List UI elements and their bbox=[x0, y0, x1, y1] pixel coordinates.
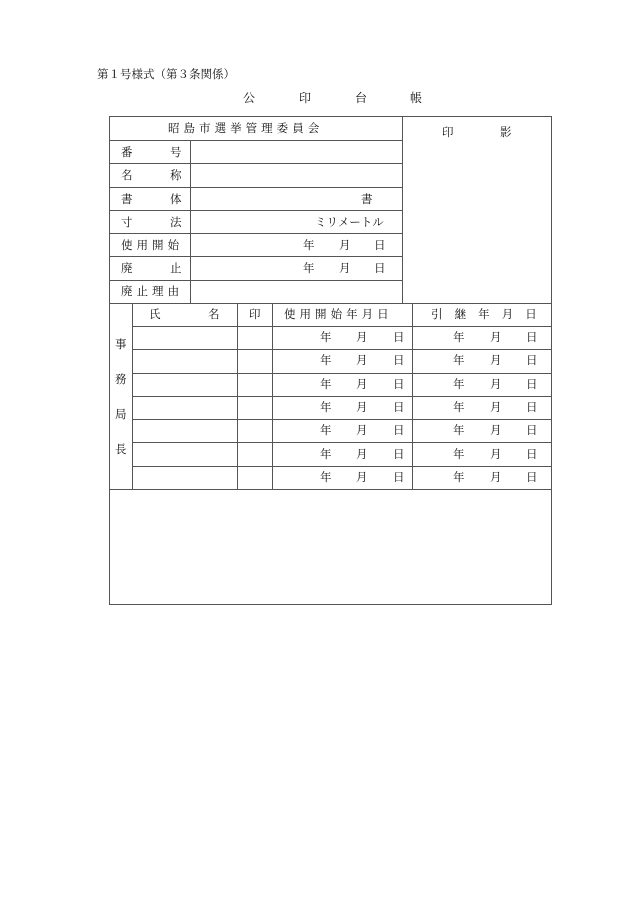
handover-date-unit: 年 bbox=[453, 399, 465, 414]
start-date-unit: 月 bbox=[356, 469, 368, 484]
rule bbox=[132, 326, 551, 327]
start-date-unit: 月 bbox=[356, 423, 368, 438]
start-date-unit: 年 bbox=[320, 423, 332, 438]
header-name: 氏 bbox=[149, 307, 161, 321]
rule bbox=[110, 163, 402, 164]
seal-register-table bbox=[109, 116, 552, 605]
handover-date-unit: 日 bbox=[526, 446, 538, 461]
header-start-date: 使用開始年月日 bbox=[284, 307, 393, 321]
start-date-unit: 日 bbox=[393, 399, 405, 414]
rule bbox=[110, 140, 402, 141]
title-char-2: 印 bbox=[299, 91, 312, 105]
rule bbox=[110, 489, 551, 490]
rule bbox=[132, 373, 551, 374]
rule bbox=[402, 117, 403, 303]
rule bbox=[190, 140, 191, 303]
abolish-date-year: 年 bbox=[303, 261, 315, 275]
start-date-unit: 日 bbox=[393, 376, 405, 391]
start-date-unit: 年 bbox=[320, 376, 332, 391]
start-date-month: 月 bbox=[339, 238, 351, 252]
row-label-start: 使用開始 bbox=[121, 238, 184, 252]
start-date-unit: 日 bbox=[393, 446, 405, 461]
dimensions-unit: ミリメートル bbox=[315, 215, 384, 229]
handover-date-unit: 月 bbox=[490, 399, 502, 414]
title-char-3: 台 bbox=[355, 91, 368, 105]
row-label-abolish: 廃 bbox=[121, 261, 133, 275]
start-date-unit: 年 bbox=[320, 469, 332, 484]
typeface-suffix: 書 bbox=[361, 192, 373, 206]
start-date-year: 年 bbox=[303, 238, 315, 252]
rule bbox=[110, 256, 402, 257]
start-date-unit: 日 bbox=[393, 469, 405, 484]
rule bbox=[132, 349, 551, 350]
row-label-typeface: 書 bbox=[121, 192, 133, 206]
handover-date-unit: 月 bbox=[490, 353, 502, 368]
row-label-abolish: 止 bbox=[170, 261, 182, 275]
custodian-label: 事 bbox=[115, 337, 127, 351]
start-date-unit: 年 bbox=[320, 353, 332, 368]
rule bbox=[272, 303, 273, 489]
handover-date-unit: 年 bbox=[453, 330, 465, 344]
row-label-typeface: 体 bbox=[170, 192, 182, 206]
rule bbox=[132, 396, 551, 397]
header-name: 名 bbox=[208, 307, 220, 321]
start-date-unit: 年 bbox=[320, 330, 332, 344]
row-label-number: 号 bbox=[170, 145, 182, 159]
handover-date-unit: 日 bbox=[526, 353, 538, 368]
rule bbox=[110, 210, 402, 211]
start-date-unit: 月 bbox=[356, 446, 368, 461]
form-label: 第１号様式（第３条関係） bbox=[97, 67, 235, 81]
rule bbox=[110, 233, 402, 234]
start-date-unit: 日 bbox=[393, 353, 405, 368]
row-label-name: 名 bbox=[121, 168, 133, 182]
seal-impression-label: 影 bbox=[500, 125, 512, 139]
handover-date-unit: 日 bbox=[526, 376, 538, 391]
rule bbox=[132, 303, 133, 489]
row-label-dimensions: 法 bbox=[170, 215, 182, 229]
handover-date-unit: 年 bbox=[453, 469, 465, 484]
handover-date-unit: 日 bbox=[526, 399, 538, 414]
header-seal: 印 bbox=[249, 307, 261, 321]
row-label-abolish-reason: 廃止理由 bbox=[121, 284, 184, 298]
start-date-unit: 年 bbox=[320, 399, 332, 414]
abolish-date-month: 月 bbox=[339, 261, 351, 275]
start-date-unit: 月 bbox=[356, 330, 368, 344]
handover-date-unit: 月 bbox=[490, 469, 502, 484]
org-name: 昭島市選挙管理委員会 bbox=[168, 121, 324, 135]
header-handover-date: 引継年月日 bbox=[431, 307, 549, 321]
start-date-unit: 月 bbox=[356, 376, 368, 391]
rule bbox=[110, 303, 551, 304]
custodian-label: 長 bbox=[115, 442, 127, 456]
start-date-unit: 日 bbox=[393, 423, 405, 438]
start-date-unit: 月 bbox=[356, 399, 368, 414]
start-date-unit: 日 bbox=[393, 330, 405, 344]
custodian-label: 務 bbox=[115, 372, 127, 386]
handover-date-unit: 日 bbox=[526, 423, 538, 438]
row-label-name: 称 bbox=[170, 168, 182, 182]
row-label-number: 番 bbox=[121, 145, 133, 159]
start-date-day: 日 bbox=[374, 238, 386, 252]
seal-impression-label: 印 bbox=[442, 125, 454, 139]
handover-date-unit: 月 bbox=[490, 330, 502, 344]
start-date-unit: 年 bbox=[320, 446, 332, 461]
rule bbox=[412, 303, 413, 489]
handover-date-unit: 月 bbox=[490, 446, 502, 461]
title-char-4: 帳 bbox=[410, 91, 423, 105]
handover-date-unit: 年 bbox=[453, 446, 465, 461]
title-char-1: 公 bbox=[243, 91, 256, 105]
rule bbox=[132, 419, 551, 420]
handover-date-unit: 日 bbox=[526, 469, 538, 484]
handover-date-unit: 年 bbox=[453, 423, 465, 438]
row-label-dimensions: 寸 bbox=[121, 215, 133, 229]
rule bbox=[237, 303, 238, 489]
rule bbox=[132, 466, 551, 467]
rule bbox=[110, 280, 402, 281]
handover-date-unit: 月 bbox=[490, 376, 502, 391]
rule bbox=[132, 442, 551, 443]
handover-date-unit: 日 bbox=[526, 330, 538, 344]
handover-date-unit: 月 bbox=[490, 423, 502, 438]
rule bbox=[110, 187, 402, 188]
handover-date-unit: 年 bbox=[453, 376, 465, 391]
handover-date-unit: 年 bbox=[453, 353, 465, 368]
abolish-date-day: 日 bbox=[374, 261, 386, 275]
custodian-label: 局 bbox=[115, 407, 127, 421]
start-date-unit: 月 bbox=[356, 353, 368, 368]
